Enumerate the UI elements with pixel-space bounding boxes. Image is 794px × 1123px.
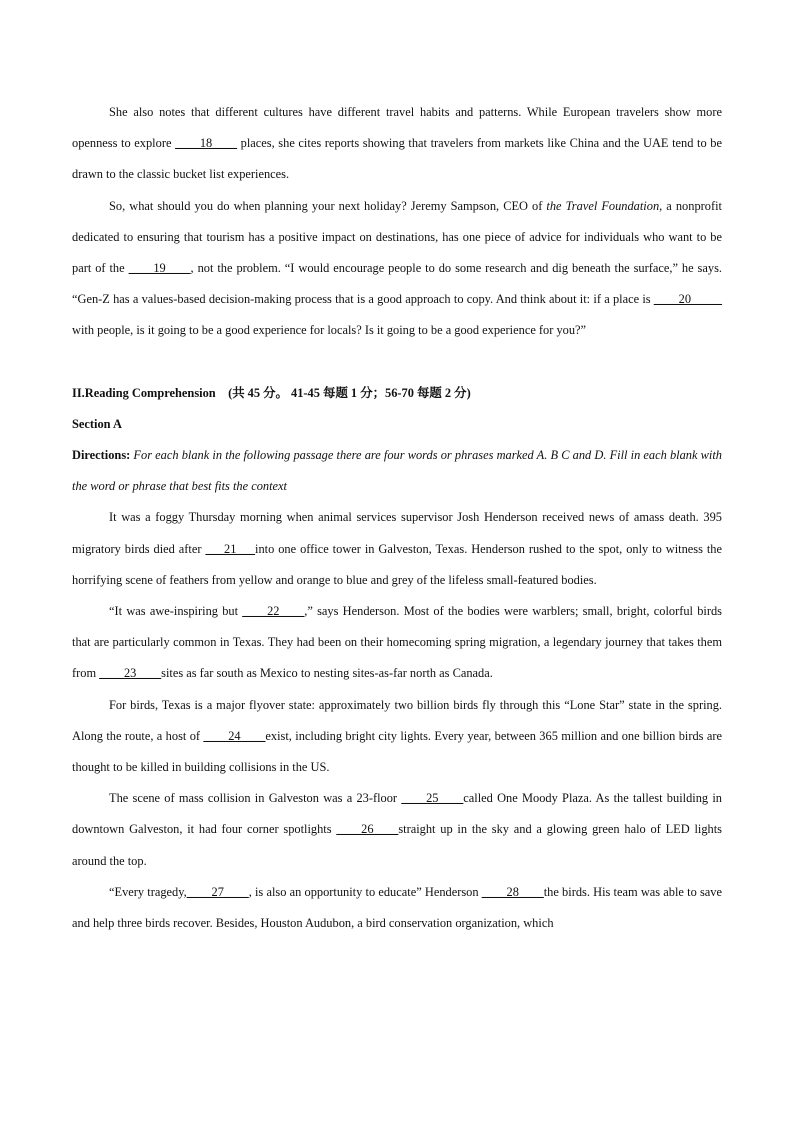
text: , not the problem. “I would encourage people to do some research and dig beneath the surface,” he says. “Gen-Z has a values-based decision-making process that is a good approach to copy. And think about it: if a place is	[72, 261, 722, 307]
text: called One Moody Plaza. As the tallest building in downtown Galveston, it had four corner spotlights	[72, 791, 722, 837]
blank-18: ____18____	[175, 136, 238, 151]
directions-label: Directions:	[72, 448, 131, 463]
paragraph-a-4	[72, 783, 722, 877]
blank-28: ____28____	[481, 884, 544, 899]
paragraph-top-1	[72, 97, 722, 191]
text: exist, including bright city lights. Every year, between 365 million and one billion birds are thought to be killed in building collisions in the US.	[72, 728, 723, 775]
section-title: II.Reading Comprehension	[72, 385, 216, 400]
text: So, what should you do when planning your next holiday? Jeremy Sampson, CEO of	[109, 198, 547, 213]
blank-25: ____25____	[401, 791, 464, 806]
blank-21: ___21___	[205, 541, 256, 556]
text: “It was awe-inspiring but	[109, 604, 243, 619]
text: She also notes that different cultures have different travel habits and patterns. While European travelers show more openness to explore	[72, 105, 722, 151]
text: It was a foggy Thursday morning when animal services supervisor Josh Henderson received news of amass death. 395 migratory birds died after	[72, 510, 722, 556]
paragraph-a-1	[72, 502, 722, 596]
document-page	[72, 97, 722, 939]
text: the birds. His team was able to save and help three birds recover. Besides, Houston Audubon, a bird conservation organization, which	[72, 884, 722, 931]
text: “Every tragedy,	[109, 884, 187, 899]
section-heading	[72, 378, 722, 409]
text: , a nonprofit dedicated to ensuring that tourism has a positive impact on destinations, has one piece of advice for individuals who want to be part of the	[72, 198, 722, 276]
text: places, she cites reports showing that travelers from markets like China and the UAE tend to be drawn to the classic bucket list experiences.	[72, 136, 722, 182]
section-score: (共 45 分。 41-45 每题 1 分；56-70 每题 2 分)	[228, 385, 471, 400]
paragraph-a-5	[72, 877, 722, 939]
blank-27: ____27____	[186, 884, 249, 899]
text: with people, is it going to be a good experience for locals? Is it going to be a good experience for you?”	[72, 323, 587, 338]
paragraph-a-3	[72, 690, 722, 784]
blank-23: ____23____	[99, 666, 162, 681]
text: ,” says Henderson. Most of the bodies were warblers; small, bright, colorful birds that are particularly common in Texas. They had been on their homecoming spring migration, a legendary journey that takes them from	[72, 604, 723, 681]
blank-26: ____26____	[336, 822, 399, 837]
blank-22: ____22____	[242, 604, 305, 619]
text: , is also an opportunity to educate” Henderson	[248, 884, 482, 899]
text: into one office tower in Galveston, Texas. Henderson rushed to the spot, only to witness the horrifying scene of feathers from yellow and orange to blue and grey of the lifeless small-featured bodies.	[72, 541, 722, 587]
paragraph-top-2	[72, 191, 722, 347]
blank-19: ____19____	[128, 261, 191, 276]
blank-20: ____20_____	[653, 292, 722, 307]
section-a-label: Section A	[72, 416, 122, 431]
text: The scene of mass collision in Galveston was a 23-floor	[109, 791, 402, 806]
directions-text: For each blank in the following passage there are four words or phrases marked A. B C and D. Fill in each blank with the word or phrase that best fits the context	[72, 448, 722, 494]
paragraph-a-2	[72, 596, 722, 690]
blank-24: ____24____	[203, 728, 266, 743]
text: straight up in the sky and a glowing green halo of LED lights around the top.	[72, 822, 722, 868]
directions	[72, 440, 722, 502]
text: sites as far south as Mexico to nesting sites-as-far north as Canada.	[161, 666, 493, 681]
org-name: the Travel Foundation	[546, 198, 660, 213]
text: For birds, Texas is a major flyover state: approximately two billion birds fly through this “Lone Star” state in the spring. Along the route, a host of	[72, 697, 722, 743]
